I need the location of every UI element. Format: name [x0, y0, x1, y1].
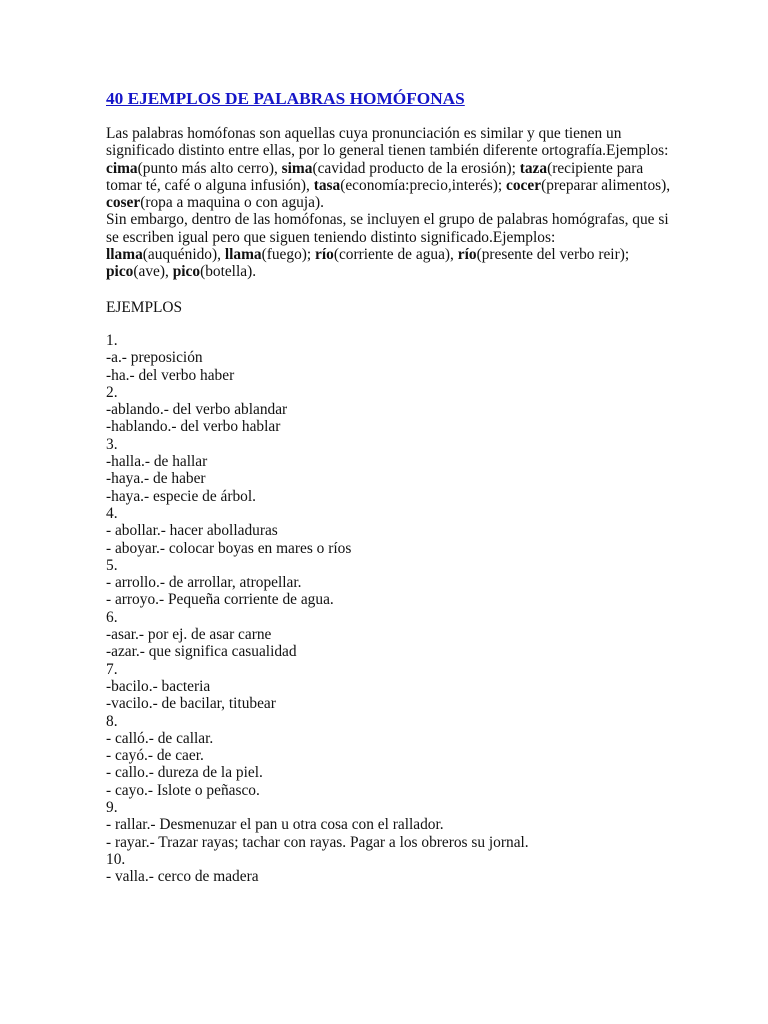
- example-word: tasa: [313, 176, 341, 194]
- example-word: pico: [106, 263, 134, 281]
- text-run: tomar té, café o alguna infusión),: [106, 176, 314, 194]
- intro-line: [106, 125, 746, 142]
- text-run: Las palabras homófonas son aquellas cuya pronunciación es similar y que tienen un: [106, 125, 622, 142]
- text-run: se escriben igual pero que siguen teniendo distinto significado.Ejemplos:: [106, 228, 556, 246]
- text-run: Sin embargo, dentro de las homófonas, se incluyen el grupo de palabras homógrafas, que si: [106, 211, 669, 229]
- text-run: (ropa a maquina o con aguja).: [140, 194, 324, 212]
- intro-line: [106, 160, 746, 177]
- document-title: 40 EJEMPLOS DE PALABRAS HOMÓFONAS: [106, 89, 465, 108]
- example-entry: - valla.- cerco de madera: [106, 868, 259, 886]
- text-run: (auquénido),: [142, 246, 225, 264]
- example-entry: - cayó.- de caer.: [106, 747, 204, 765]
- intro-paragraph: [106, 125, 746, 281]
- text-run: (botella).: [200, 263, 257, 281]
- example-entry: - rallar.- Desmenuzar el pan u otra cosa con el rallador.: [106, 816, 444, 834]
- example-entry: -haya.- especie de árbol.: [106, 487, 256, 505]
- example-number: 3.: [106, 435, 118, 453]
- examples-list: [106, 332, 746, 886]
- example-entry: -a.- preposición: [106, 349, 203, 367]
- example-entry: - abollar.- hacer abolladuras: [106, 522, 278, 540]
- intro-line: [106, 263, 746, 280]
- example-word: río: [457, 246, 477, 264]
- example-word: cocer: [506, 176, 542, 194]
- intro-line: [106, 229, 746, 246]
- intro-line: [106, 194, 746, 211]
- example-number: 8.: [106, 712, 118, 730]
- example-entry: - callo.- dureza de la piel.: [106, 764, 263, 782]
- text-run: (recipiente para: [547, 159, 644, 177]
- example-word: llama: [224, 246, 262, 264]
- example-entry: - cayo.- Islote o peñasco.: [106, 781, 260, 799]
- example-number: 7.: [106, 660, 118, 678]
- example-word: coser: [106, 194, 141, 212]
- intro-line: [106, 142, 746, 159]
- example-word: pico: [172, 263, 201, 281]
- example-number: 4.: [106, 504, 118, 522]
- example-number: 10.: [106, 850, 126, 868]
- example-entry: -asar.- por ej. de asar carne: [106, 626, 272, 644]
- example-number: 6.: [106, 608, 118, 626]
- text-run: (punto más alto cerro),: [137, 159, 282, 177]
- example-entry: - rayar.- Trazar rayas; tachar con rayas. Pagar a los obreros su jornal.: [106, 833, 529, 851]
- example-entry: -haya.- de haber: [106, 470, 206, 488]
- example-word: río: [315, 246, 334, 264]
- example-word: sima: [281, 159, 313, 177]
- text-run: significado distinto entre ellas, por lo general tienen también diferente ortografía.Ejemplos:: [106, 142, 669, 160]
- example-number: 2.: [106, 383, 118, 401]
- text-run: (fuego);: [261, 246, 316, 264]
- example-entry: - arroyo.- Pequeña corriente de agua.: [106, 591, 334, 609]
- example-entry: - aboyar.- colocar boyas en mares o ríos: [106, 539, 352, 557]
- text-run: (corriente de agua),: [333, 246, 458, 264]
- example-entry: -ablando.- del verbo ablandar: [106, 401, 288, 419]
- example-number: 9.: [106, 799, 118, 817]
- example-entry: -ha.- del verbo haber: [106, 366, 235, 384]
- text-run: (presente del verbo reir);: [476, 246, 630, 264]
- example-entry: - calló.- de callar.: [106, 729, 214, 747]
- example-number: 1.: [106, 332, 118, 349]
- example-word: cima: [106, 159, 138, 177]
- example-entry: -hablando.- del verbo hablar: [106, 418, 281, 436]
- example-entry: -halla.- de hallar: [106, 453, 208, 471]
- example-entry: -azar.- que significa casualidad: [106, 643, 297, 661]
- text-run: (ave),: [133, 263, 173, 281]
- example-entry: -vacilo.- de bacilar, titubear: [106, 695, 276, 713]
- intro-line: [106, 177, 746, 194]
- example-number: 5.: [106, 556, 118, 574]
- example-word: llama: [106, 246, 143, 264]
- example-entry: - arrollo.- de arrollar, atropellar.: [106, 574, 302, 592]
- text-run: (cavidad producto de la erosión);: [312, 159, 520, 177]
- intro-line: [106, 211, 746, 228]
- example-entry: -bacilo.- bacteria: [106, 677, 211, 695]
- text-run: (preparar alimentos),: [541, 176, 671, 194]
- intro-line: [106, 246, 746, 263]
- examples-heading: EJEMPLOS: [106, 299, 183, 316]
- text-run: (economía:precio,interés);: [340, 176, 507, 194]
- example-word: taza: [519, 159, 548, 177]
